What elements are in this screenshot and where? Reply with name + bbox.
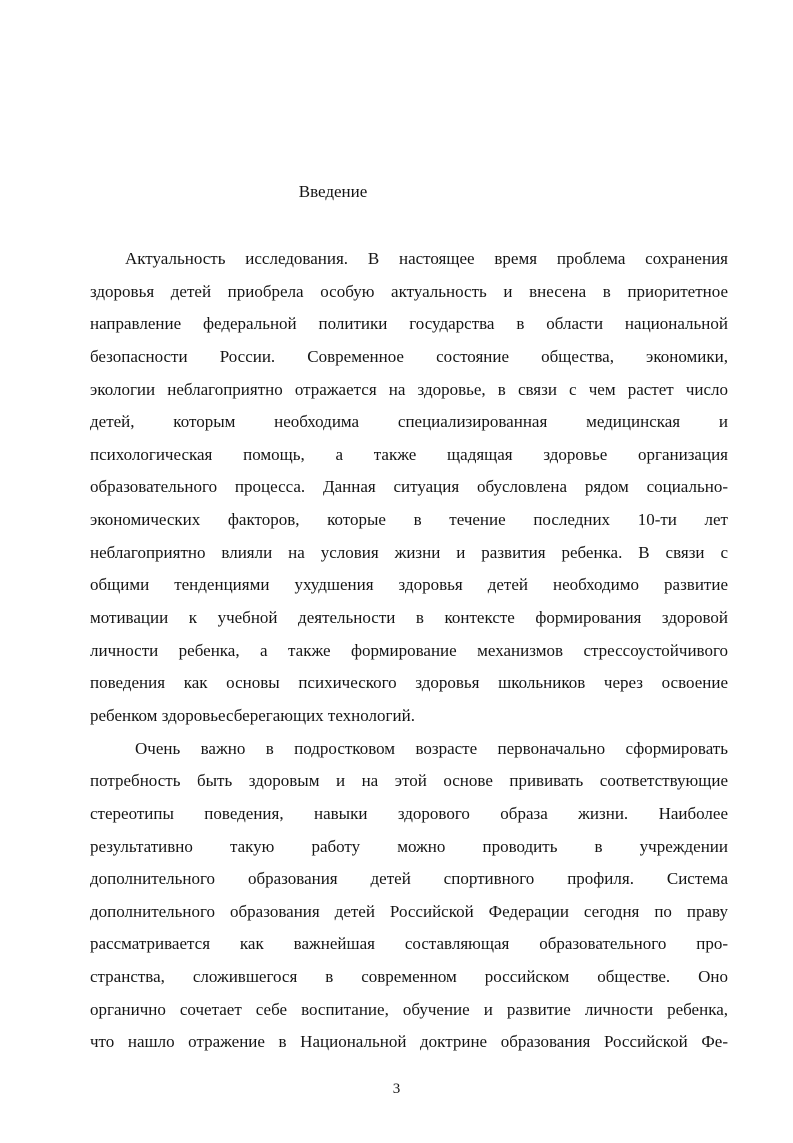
paragraph-1-line: образовательного процесса. Данная ситуация обусловлена рядом социально- bbox=[90, 477, 728, 497]
paragraph-1-line: неблагоприятно влияли на условия жизни и развития ребенка. В связи с bbox=[90, 542, 728, 562]
page-number: 3 bbox=[392, 1081, 401, 1097]
paragraph-2-line: стереотипы поведения, навыки здорового образа жизни. Наиболее bbox=[90, 803, 728, 823]
paragraph-2-line: дополнительного образования детей Российской Федерации сегодня по праву bbox=[90, 901, 728, 921]
document-body bbox=[90, 243, 728, 1059]
paragraph-1-line: ребенком здоровьесберегающих технологий. bbox=[90, 705, 415, 725]
paragraph-2-line: дополнительного образования детей спортивного профиля. Система bbox=[90, 869, 728, 889]
paragraph-1-line: экологии неблагоприятно отражается на здоровье, в связи с чем растет число bbox=[90, 379, 728, 399]
paragraph-1-line: Актуальность исследования. В настоящее время проблема сохранения bbox=[125, 249, 728, 268]
paragraph-2-line: потребность быть здоровым и на этой основе прививать соответствующие bbox=[90, 771, 728, 791]
paragraph-1 bbox=[90, 243, 728, 733]
paragraph-2-line: Очень важно в подростковом возрасте первоначально сформировать bbox=[135, 738, 728, 758]
paragraph-2-line: рассматривается как важнейшая составляющая образовательного про- bbox=[90, 934, 728, 954]
paragraph-1-line: направление федеральной политики государства в области национальной bbox=[90, 314, 728, 334]
paragraph-1-line: экономических факторов, которые в течение последних 10-ти лет bbox=[90, 510, 728, 530]
paragraph-1-line: мотивации к учебной деятельности в контексте формирования здоровой bbox=[90, 608, 728, 628]
paragraph-1-line: поведения как основы психического здоровья школьников через освоение bbox=[90, 673, 728, 693]
paragraph-2-line: что нашло отражение в Национальной доктрине образования Российской Фе- bbox=[90, 1032, 728, 1052]
paragraph-2 bbox=[90, 733, 728, 1059]
paragraph-1-line: детей, которым необходима специализированная медицинская и bbox=[90, 412, 728, 432]
paragraph-1-line: безопасности России. Современное состояние общества, экономики, bbox=[90, 346, 728, 366]
paragraph-2-line: органично сочетает себе воспитание, обучение и развитие личности ребенка, bbox=[90, 999, 728, 1019]
paragraph-1-line: личности ребенка, а также формирование механизмов стрессоустойчивого bbox=[90, 640, 728, 660]
page-title: Введение bbox=[298, 182, 368, 201]
paragraph-2-line: результативно такую работу можно проводить в учреждении bbox=[90, 836, 728, 856]
paragraph-1-line: общими тенденциями ухудшения здоровья детей необходимо развитие bbox=[90, 575, 728, 595]
paragraph-2-line: странства, сложившегося в современном российском обществе. Оно bbox=[90, 967, 728, 987]
paragraph-1-line: здоровья детей приобрела особую актуальность и внесена в приоритетное bbox=[90, 281, 728, 301]
paragraph-1-line: психологическая помощь, а также щадящая здоровье организация bbox=[90, 444, 728, 464]
